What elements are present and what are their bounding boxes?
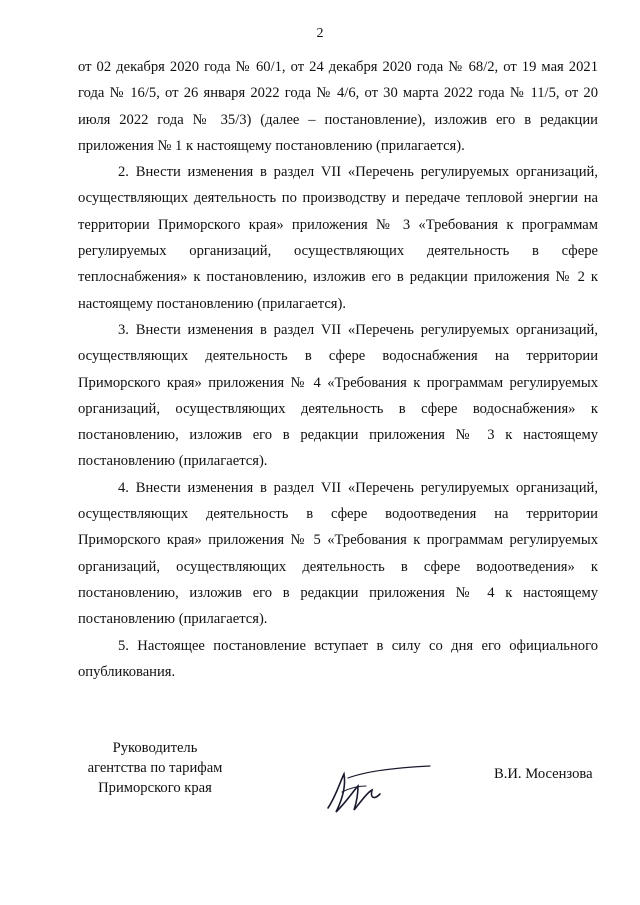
signatory-position-line: Руководитель: [112, 740, 198, 756]
paragraph-5: 5. Настоящее постановление вступает в силу со дня его официального опубликования.: [78, 637, 598, 680]
paragraph-3: 3. Внести изменения в раздел VII «Перечень регулируемых организаций, осуществляющих деятельность в сфере водоснабжения на территории Приморского края» приложения № 4 «Требования к программам регулируемых организаций, осуществляющих деятельность в сфере водоснабжения» к постановлению, изложив его в редакции приложения № 3 к настоящему постановлению (прилагается).: [78, 321, 598, 470]
signature-block: [0, 738, 640, 828]
signatory-position-line: Приморского края: [98, 780, 212, 796]
paragraph-2: 2. Внести изменения в раздел VII «Перечень регулируемых организаций, осуществляющих деятельность по производству и передаче тепловой энергии на территории Приморского края» приложения № 3 «Требования к программам регулируемых организаций, осуществляющих деятельность в сфере теплоснабжения» к постановлению, изложив его в редакции приложения № 2 к настоящему постановлению (прилагается).: [78, 164, 598, 312]
signatory-position: [80, 738, 230, 798]
page-number: 2: [316, 26, 324, 41]
handwritten-signature: [318, 756, 438, 818]
signatory-name: В.И. Мосензова: [494, 766, 593, 782]
signatory-position-line: агентства по тарифам: [87, 760, 223, 776]
document-body: [78, 54, 598, 685]
paragraph-1-continuation: от 02 декабря 2020 года № 60/1, от 24 декабря 2020 года № 68/2, от 19 мая 2021 года № 16/5, от 26 января 2022 года № 4/6, от 30 марта 2022 года № 11/5, от 20 июля 2022 года № 35/3) (далее – постановление), изложив его в редакции приложения № 1 к настоящему постановлению (прилагается).: [78, 59, 598, 154]
paragraph-4: 4. Внести изменения в раздел VII «Перечень регулируемых организаций, осуществляющих деятельность в сфере водоотведения на территории Приморского края» приложения № 5 «Требования к программам регулируемых организаций, осуществляющих деятельность в сфере водоотведения» к постановлению, изложив его в редакции приложения № 4 к настоящему постановлению (прилагается).: [78, 479, 598, 628]
